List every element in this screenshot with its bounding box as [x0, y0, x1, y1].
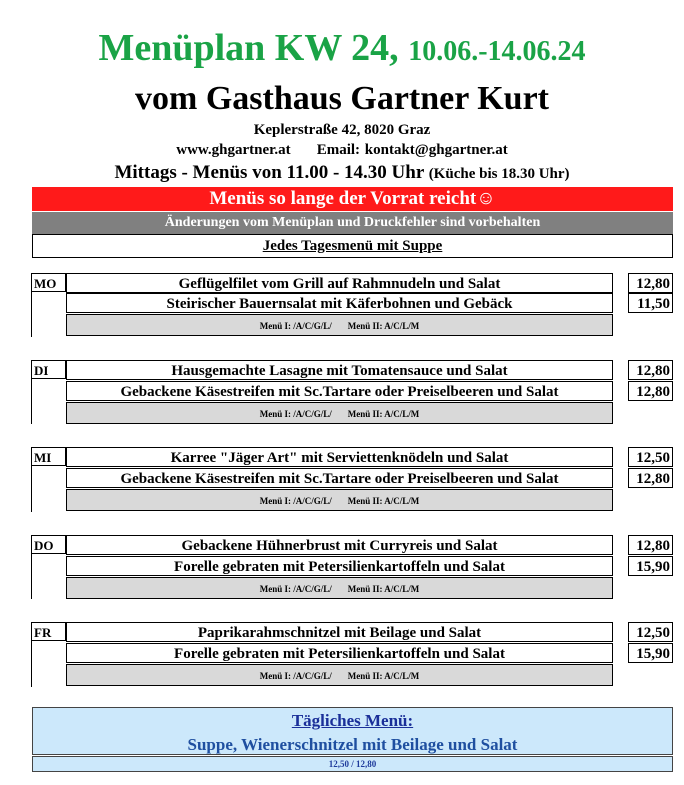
day-divider [31, 641, 32, 687]
restaurant-name: vom Gasthaus Gartner Kurt [135, 80, 549, 117]
allergen-menu-1: Menü I: /A/C/G/L/ [259, 496, 332, 506]
page-title [0, 24, 684, 76]
daily-menu-heading: Tägliches Menü: [291, 711, 414, 730]
banner-text: Menüs so lange der Vorrat reicht [209, 188, 477, 209]
soup-notice [32, 234, 673, 258]
menu-2: Steirischer Bauernsalat mit Käferbohnen und Gebäck [66, 293, 613, 313]
menu-2: Forelle gebraten mit Petersilienkartoffeln und Salat [66, 643, 613, 663]
menu-1: Karree "Jäger Art" mit Serviettenknödeln und Salat [66, 447, 613, 467]
menu-1: Paprikarahmschnitzel mit Beilage und Salat [66, 622, 613, 642]
daily-menu-dish: Suppe, Wienerschnitzel mit Beilage und Salat [187, 735, 518, 754]
price-1: 12,50 [628, 447, 673, 467]
email-link[interactable]: Email: kontakt@ghgartner.at [316, 142, 508, 158]
address: Keplerstraße 42, 8020 Graz [253, 122, 431, 138]
daily-menu-price: 12,50 / 12,80 [32, 756, 673, 772]
allergen-menu-2: Menü II: A/C/L/M [347, 584, 420, 594]
lunch-hours: Mittags - Menüs von 11.00 - 14.30 Uhr [114, 162, 424, 183]
price-1: 12,50 [628, 622, 673, 642]
allergen-menu-2: Menü II: A/C/L/M [347, 409, 420, 419]
allergen-info [66, 402, 613, 424]
day-label: DO [31, 535, 66, 554]
price-2: 11,50 [628, 293, 673, 313]
price-2: 15,90 [628, 643, 673, 663]
price-1: 12,80 [628, 535, 673, 555]
day-label: MO [31, 273, 66, 292]
day-divider [31, 554, 32, 599]
day-divider [31, 292, 32, 337]
day-divider [31, 379, 32, 424]
availability-banner [32, 187, 673, 211]
day-label: MI [31, 447, 66, 466]
website-link[interactable]: www.ghgartner.at [176, 142, 291, 158]
price-2: 12,80 [628, 381, 673, 401]
daily-menu-box [32, 707, 673, 755]
menu-2: Gebackene Käsestreifen mit Sc.Tartare oder Preiselbeeren und Salat [66, 468, 613, 488]
price-1: 12,80 [628, 360, 673, 380]
day-label: FR [31, 622, 66, 641]
title-text: Menüplan KW 24, [98, 27, 399, 69]
menu-1: Hausgemachte Lasagne mit Tomatensauce und Salat [66, 360, 613, 380]
allergen-info [66, 489, 613, 511]
price-1: 12,80 [628, 273, 673, 293]
allergen-menu-1: Menü I: /A/C/G/L/ [259, 671, 332, 681]
allergen-menu-1: Menü I: /A/C/G/L/ [259, 409, 332, 419]
allergen-info [66, 664, 613, 686]
allergen-info [66, 314, 613, 336]
allergen-menu-2: Menü II: A/C/L/M [347, 671, 420, 681]
allergen-menu-2: Menü II: A/C/L/M [347, 321, 420, 331]
price-2: 15,90 [628, 556, 673, 576]
menu-2: Forelle gebraten mit Petersilienkartoffeln und Salat [66, 556, 613, 576]
menu-2: Gebackene Käsestreifen mit Sc.Tartare oder Preiselbeeren und Salat [66, 381, 613, 401]
opening-hours [0, 161, 684, 186]
menu-1: Gebackene Hühnerbrust mit Curryreis und Salat [66, 535, 613, 555]
smiley-icon: ☺ [476, 188, 496, 209]
kitchen-hours: (Küche bis 18.30 Uhr) [428, 166, 570, 182]
price-2: 12,80 [628, 468, 673, 488]
soup-notice-text: Jedes Tagesmenü mit Suppe [262, 238, 443, 254]
allergen-info [66, 577, 613, 599]
menu-1: Geflügelfilet vom Grill auf Rahmnudeln und Salat [66, 273, 613, 293]
allergen-menu-1: Menü I: /A/C/G/L/ [259, 584, 332, 594]
changes-notice: Änderungen vom Menüplan und Druckfehler sind vorbehalten [32, 212, 673, 234]
day-label: DI [31, 360, 66, 379]
contact-line [0, 141, 684, 159]
day-divider [31, 466, 32, 512]
title-dates: 10.06.-14.06.24 [408, 36, 586, 67]
allergen-menu-1: Menü I: /A/C/G/L/ [259, 321, 332, 331]
allergen-menu-2: Menü II: A/C/L/M [347, 496, 420, 506]
